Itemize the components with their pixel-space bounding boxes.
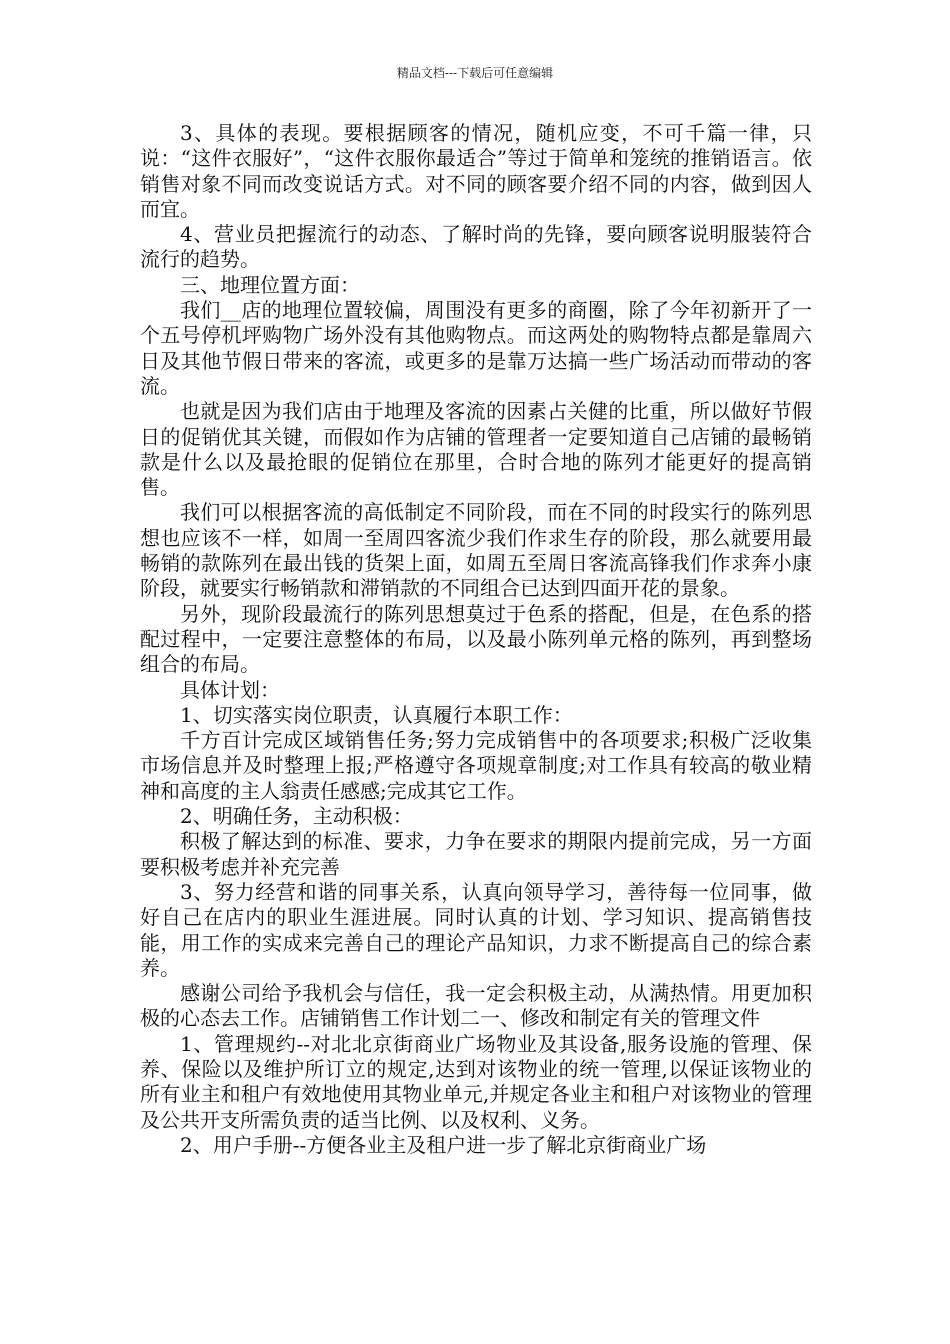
page-header: 精品文档---下载后可任意编辑: [396, 66, 554, 80]
paragraph: 另外，现阶段最流行的陈列思想莫过于色系的搭配，但是，在色系的搭配过程中，一定要注意整体的布局，以及最小陈列单元格的陈列，再到整场组合的布局。: [140, 601, 812, 677]
paragraph: 4、营业员把握流行的动态、了解时尚的先锋，要向顾客说明服装符合流行的趋势。: [140, 222, 812, 272]
paragraph: 3、具体的表现。要根据顾客的情况，随机应变，不可千篇一律，只说：“这件衣服好”，“这件衣服你最适合”等过于简单和笼统的推销语言。依销售对象不同而改变说话方式。对不同的顾客要介绍不同的内容，做到因人而宜。: [140, 121, 812, 221]
paragraph: 积极了解达到的标准、要求，力争在要求的期限内提前完成，另一方面要积极考虑并补充完善: [140, 829, 812, 879]
paragraph: 也就是因为我们店由于地理及客流的因素占关健的比重，所以做好节假日的促销优其关键，而假如作为店铺的管理者一定要知道自己店铺的最畅销款是什么以及最抢眼的促销位在那里，合时合地的陈列才能更好的提高销售。: [140, 399, 812, 500]
paragraph: 3、努力经营和谐的同事关系，认真向领导学习，善待每一位同事，做好自己在店内的职业生涯进展。同时认真的计划、学习知识、提高销售技能，用工作的实成来完善自己的理论产品知识，力求不断提高自己的综合素养。: [140, 879, 812, 980]
document-body: [140, 121, 812, 1158]
paragraph: 我们可以根据客流的高低制定不同阶段，而在不同的时段实行的陈列思想也应该不一样，如周一至周四客流少我们作求生存的阶段，那么就要用最畅销的款陈列在最出钱的货架上面，如周五至周日客流高锋我们作求奔小康阶段，就要实行畅销款和滞销款的不同组合已达到四面开花的景象。: [140, 500, 812, 601]
list-item-heading: 2、明确任务，主动积极：: [180, 804, 413, 829]
paragraph: 1、管理规约--对北北京街商业广场物业及其设备,服务设施的管理、保养、保险以及维护所订立的规定,达到对该物业的统一管理,以保证该物业的所有业主和租户有效地使用其物业单元,并规定各业主和租户对该物业的管理及公共开支所需负责的适当比例、以及权利、义务。: [140, 1031, 812, 1132]
paragraph: 我们__店的地理位置较偏，周围没有更多的商圈，除了今年初新开了一个五号停机坪购物广场外没有其他购物点。而这两处的购物特点都是靠周六日及其他节假日带来的客流，或更多的是靠万达搞一些广场活动而带动的客流。: [140, 298, 812, 398]
list-item-heading: 1、切实落实岗位职责，认真履行本职工作：: [180, 702, 573, 727]
section-heading: 三、地理位置方面：: [180, 272, 360, 297]
paragraph: 千方百计完成区域销售任务;努力完成销售中的各项要求;积极广泛收集市场信息并及时整理上报;严格遵守各项规章制度;对工作具有较高的敬业精神和高度的主人翁责任感感;完成其它工作。: [140, 728, 812, 803]
paragraph: 2、用户手册--方便各业主及租户进一步了解北京街商业广场: [180, 1132, 707, 1157]
paragraph: 感谢公司给予我机会与信任，我一定会积极主动，从满热情。用更加积极的心态去工作。店铺销售工作计划二一、修改和制定有关的管理文件: [140, 981, 812, 1031]
section-heading: 具体计划：: [180, 677, 280, 702]
